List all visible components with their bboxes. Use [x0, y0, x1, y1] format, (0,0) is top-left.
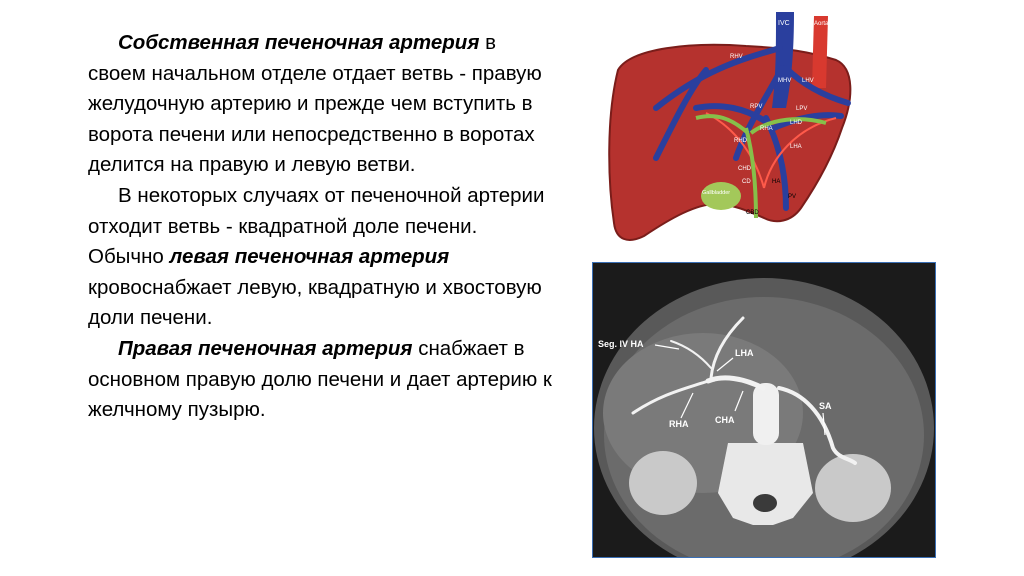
text-column	[88, 28, 553, 426]
label-pv: PV	[788, 194, 797, 200]
paragraph-right-hepatic-artery	[88, 334, 553, 426]
left-kidney	[815, 454, 891, 522]
label-lpv: LPV	[796, 106, 808, 112]
paragraph-2-body: кровоснабжает левую, квадратную и хвостовую доли печени.	[88, 275, 542, 330]
liver-anatomy-illustration	[596, 8, 866, 252]
right-kidney	[629, 451, 697, 515]
ct-label-sa: SA	[819, 401, 832, 411]
label-lha: LHA	[790, 144, 802, 150]
label-lhv: LHV	[802, 78, 814, 84]
ct-label-lha: LHA	[735, 348, 754, 358]
label-cd: CD	[742, 179, 751, 185]
label-chd: CHD	[738, 166, 751, 172]
ct-angiography-svg	[593, 263, 935, 557]
spinal-canal	[753, 494, 777, 512]
paragraph-1-body: в своем начальном отделе отдает ветвь - правую желудочную артерию и прежде чем вступить в ворота печени или непосредственно в воротах делится на правую и левую ветви.	[88, 31, 542, 177]
label-rhv: RHV	[730, 54, 743, 60]
label-ha: HA	[772, 179, 781, 185]
paragraph-3-body: снабжает в основном правую долю печени и дает артерию к желчному пузырю.	[88, 336, 552, 422]
label-ivc: IVC	[778, 20, 790, 27]
ct-angiography-image	[592, 262, 936, 558]
label-mhv: MHV	[778, 78, 792, 84]
paragraph-2-start: В некоторых случаях от печеночной артерии отходит ветвь - квадратной доле печени. Обычно	[88, 183, 545, 269]
label-rhd: RHD	[734, 138, 747, 144]
term-left-hepatic-artery: левая печеночная артерия	[169, 245, 450, 269]
label-gallbladder: Gallbladder	[702, 190, 731, 196]
paragraph-proper-hepatic-artery	[88, 28, 553, 181]
label-rha: RHA	[760, 126, 773, 132]
term-proper-hepatic-artery: Собственная печеночная артерия	[118, 31, 480, 54]
label-lhd: LHD	[790, 120, 803, 126]
term-right-hepatic-artery: Правая печеночная артерия	[118, 336, 413, 360]
gallbladder-shape	[701, 182, 741, 210]
label-rpv: RPV	[750, 104, 763, 110]
paragraph-left-hepatic-artery	[88, 181, 553, 334]
label-cbd: CBD	[746, 210, 759, 216]
label-aorta: Aorta	[814, 21, 829, 27]
ct-label-cha: CHA	[715, 415, 735, 425]
ct-label-seg4: Seg. IV HA	[598, 339, 644, 349]
ct-label-rha: RHA	[669, 419, 689, 429]
aorta	[753, 383, 779, 445]
liver-anatomy-svg	[596, 8, 866, 252]
